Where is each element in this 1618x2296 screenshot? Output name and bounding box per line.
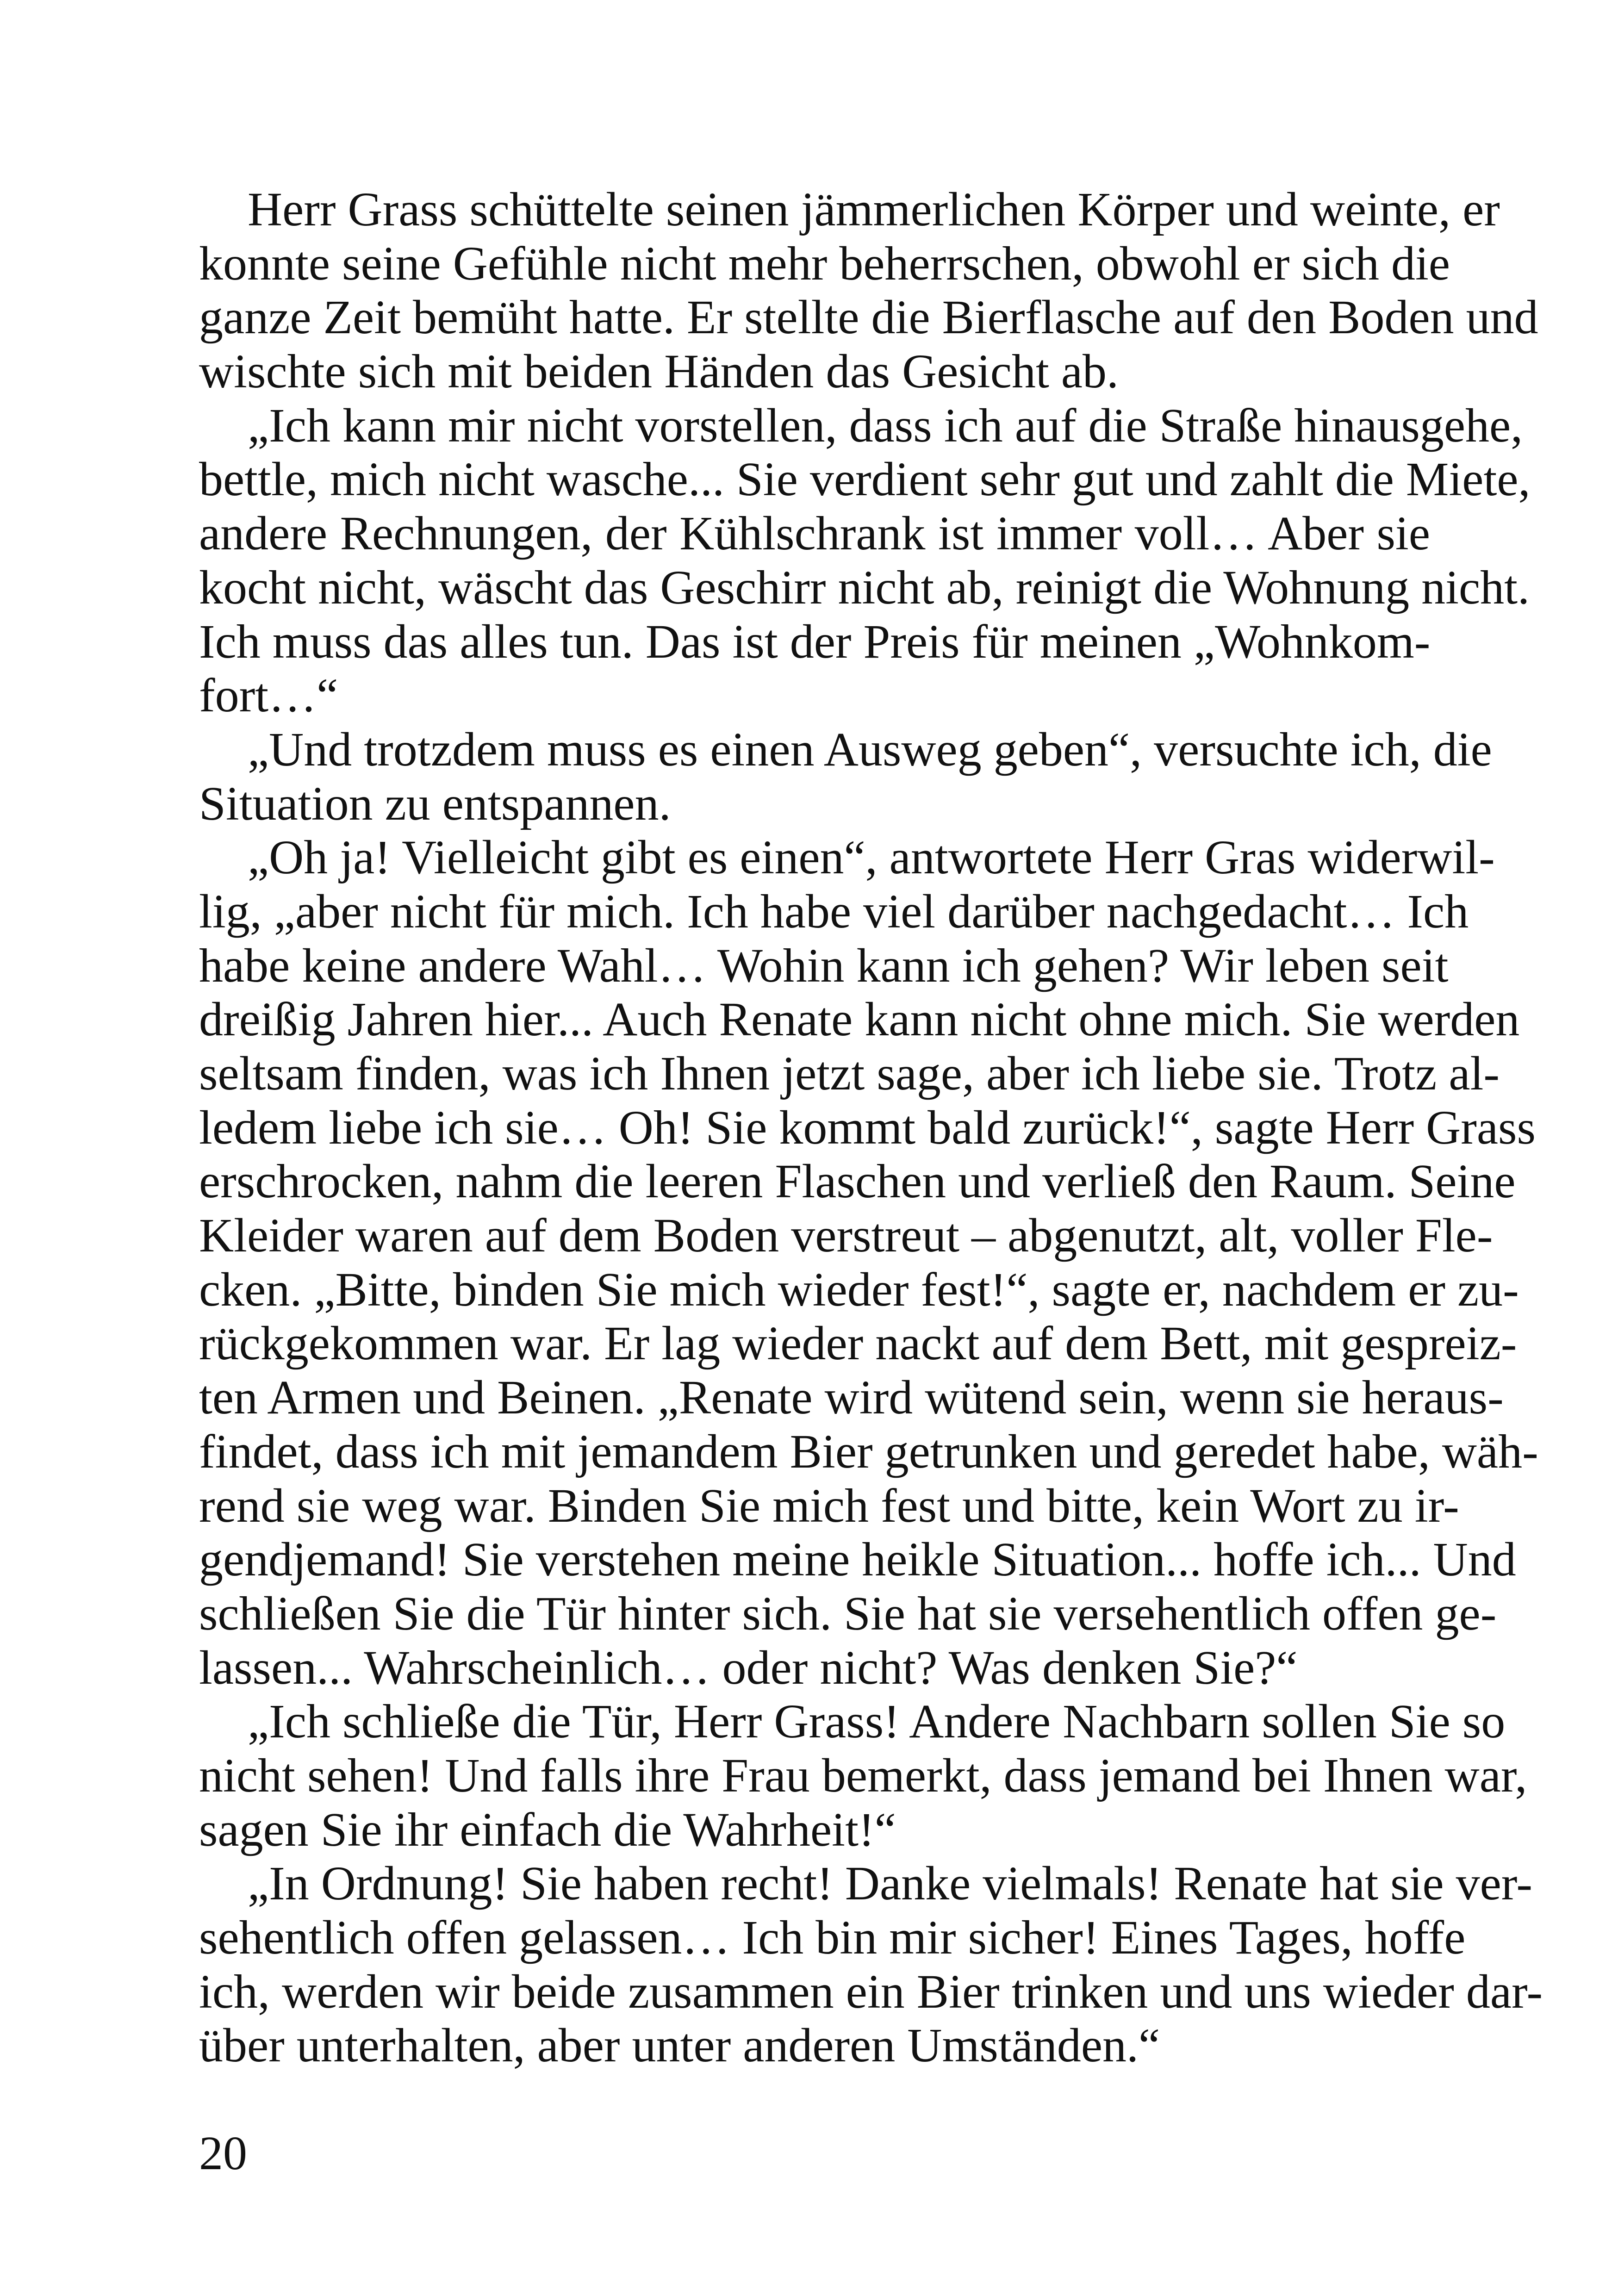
text-line: „Und trotzdem muss es einen Ausweg geben“, versuchte ich, die xyxy=(248,722,1492,776)
text-line: Situation zu entspannen. xyxy=(199,777,671,830)
text-line: schließen Sie die Tür hinter sich. Sie hat sie versehentlich offen ge- xyxy=(199,1587,1497,1640)
text-line: „Oh ja! Vielleicht gibt es einen“, antwortete Herr Gras widerwil- xyxy=(248,831,1495,884)
text-line: Kleider waren auf dem Boden verstreut – abgenutzt, alt, voller Fle- xyxy=(199,1209,1493,1263)
text-line: lig, „aber nicht für mich. Ich habe viel darüber nachgedacht… Ich xyxy=(199,884,1469,938)
text-line: „Ich schließe die Tür, Herr Grass! Andere Nachbarn sollen Sie so xyxy=(248,1695,1506,1748)
text-line: ich, werden wir beide zusammen ein Bier trinken und uns wieder dar- xyxy=(199,1965,1543,2018)
text-line: habe keine andere Wahl… Wohin kann ich gehen? Wir leben seit xyxy=(199,939,1449,992)
page-number: 20 xyxy=(199,2127,247,2180)
text-line: bettle, mich nicht wasche... Sie verdient sehr gut und zahlt die Miete, xyxy=(199,453,1531,506)
text-line: wischte sich mit beiden Händen das Gesicht ab. xyxy=(199,345,1119,398)
text-line: über unterhalten, aber unter anderen Umständen.“ xyxy=(199,2019,1160,2072)
text-line: nicht sehen! Und falls ihre Frau bemerkt, dass jemand bei Ihnen war, xyxy=(199,1748,1527,1802)
text-line: andere Rechnungen, der Kühlschrank ist immer voll… Aber sie xyxy=(199,507,1430,560)
text-line: ganze Zeit bemüht hatte. Er stellte die Bierflasche auf den Boden und xyxy=(199,291,1538,344)
text-line: erschrocken, nahm die leeren Flaschen und verließ den Raum. Seine xyxy=(199,1155,1516,1208)
text-line: Ich muss das alles tun. Das ist der Preis für meinen „Wohnkom- xyxy=(199,615,1431,668)
text-line: ten Armen und Beinen. „Renate wird wütend sein, wenn sie heraus- xyxy=(199,1371,1504,1425)
text-line: Herr Grass schüttelte seinen jämmerlichen Körper und weinte, er xyxy=(248,183,1500,236)
text-line: ledem liebe ich sie… Oh! Sie kommt bald zurück!“, sagte Herr Grass xyxy=(199,1101,1536,1154)
text-line: dreißig Jahren hier... Auch Renate kann nicht ohne mich. Sie werden xyxy=(199,993,1520,1046)
text-line: cken. „Bitte, binden Sie mich wieder fest!“, sagte er, nachdem er zu- xyxy=(199,1263,1519,1316)
text-line: gendjemand! Sie verstehen meine heikle Situation... hoffe ich... Und xyxy=(199,1533,1516,1587)
text-line: „In Ordnung! Sie haben recht! Danke vielmals! Renate hat sie ver- xyxy=(248,1857,1532,1910)
text-line: rend sie weg war. Binden Sie mich fest und bitte, kein Wort zu ir- xyxy=(199,1479,1459,1532)
text-line: sehentlich offen gelassen… Ich bin mir sicher! Eines Tages, hoffe xyxy=(199,1911,1466,1964)
text-line: findet, dass ich mit jemandem Bier getrunken und geredet habe, wäh- xyxy=(199,1425,1538,1478)
text-line: sagen Sie ihr einfach die Wahrheit!“ xyxy=(199,1803,896,1856)
body-text xyxy=(199,183,1543,2073)
text-line: konnte seine Gefühle nicht mehr beherrschen, obwohl er sich die xyxy=(199,236,1450,290)
text-line: kocht nicht, wäscht das Geschirr nicht ab, reinigt die Wohnung nicht. xyxy=(199,560,1530,614)
text-line: fort…“ xyxy=(199,669,338,722)
text-line: lassen... Wahrscheinlich… oder nicht? Was denken Sie?“ xyxy=(199,1641,1298,1694)
text-line: seltsam finden, was ich Ihnen jetzt sage, aber ich liebe sie. Trotz al- xyxy=(199,1047,1500,1100)
text-line: „Ich kann mir nicht vorstellen, dass ich auf die Straße hinausgehe, xyxy=(248,398,1523,452)
text-line: rückgekommen war. Er lag wieder nackt auf dem Bett, mit gespreiz- xyxy=(199,1317,1517,1370)
